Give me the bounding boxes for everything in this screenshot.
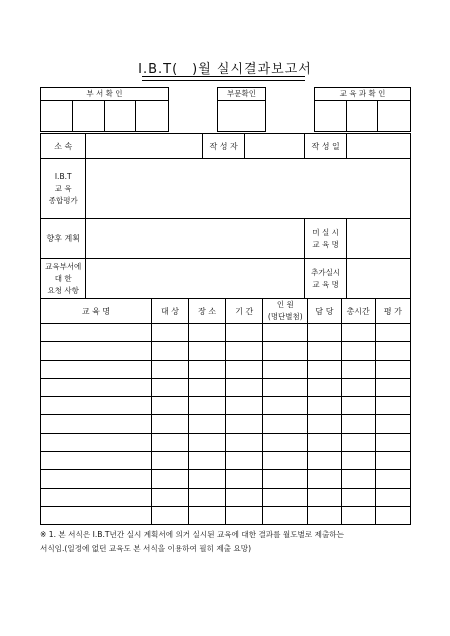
table-cell[interactable] [151, 360, 188, 378]
dept-approval-box [40, 87, 169, 132]
table-cell[interactable] [341, 488, 375, 506]
col-period: 기 간 [226, 299, 263, 324]
table-cell[interactable] [308, 488, 341, 506]
table-cell[interactable] [41, 360, 152, 378]
table-cell[interactable] [263, 488, 308, 506]
table-row [41, 360, 411, 378]
table-cell[interactable] [151, 378, 188, 396]
table-cell[interactable] [375, 397, 410, 415]
col-place: 장 소 [189, 299, 226, 324]
table-cell[interactable] [151, 470, 188, 488]
table-cell[interactable] [375, 415, 410, 433]
table-cell[interactable] [41, 378, 152, 396]
table-cell[interactable] [308, 360, 341, 378]
ibt-eval-value[interactable] [86, 159, 411, 219]
info-table [40, 133, 411, 299]
table-cell[interactable] [226, 452, 263, 470]
date-value[interactable] [347, 134, 411, 159]
affiliation-value[interactable] [86, 134, 203, 159]
table-cell[interactable] [151, 488, 188, 506]
table-cell[interactable] [189, 397, 226, 415]
table-cell[interactable] [263, 360, 308, 378]
table-cell[interactable] [341, 470, 375, 488]
col-eval: 평 가 [375, 299, 410, 324]
table-cell[interactable] [226, 360, 263, 378]
page-title: I.B.T( )월 실시결과보고서 [138, 62, 312, 77]
table-cell[interactable] [226, 488, 263, 506]
table-cell[interactable] [341, 433, 375, 451]
table-cell[interactable] [151, 342, 188, 360]
extra-line: 추가실시 [311, 267, 341, 277]
ibt-eval-label [41, 159, 86, 219]
table-cell[interactable] [308, 506, 341, 524]
table-cell[interactable] [308, 433, 341, 451]
table-cell[interactable] [226, 397, 263, 415]
table-cell[interactable] [375, 506, 410, 524]
col-target: 대 상 [151, 299, 188, 324]
table-cell[interactable] [41, 506, 152, 524]
table-cell[interactable] [263, 342, 308, 360]
dept-sign-cell[interactable] [72, 101, 104, 132]
col-hours: 총시간 [341, 299, 375, 324]
table-row [41, 470, 411, 488]
dept-sign-cell[interactable] [104, 101, 136, 132]
table-cell[interactable] [263, 397, 308, 415]
table-cell[interactable] [375, 360, 410, 378]
table-cell[interactable] [41, 342, 152, 360]
future-plan-label: 향후 계획 [41, 219, 86, 259]
col-people [263, 299, 308, 324]
table-cell[interactable] [41, 415, 152, 433]
not-done-value[interactable] [347, 219, 411, 259]
table-cell[interactable] [151, 415, 188, 433]
table-cell[interactable] [341, 324, 375, 342]
training-sign-cell[interactable] [378, 101, 411, 132]
table-cell[interactable] [151, 324, 188, 342]
training-sign-cell[interactable] [346, 101, 378, 132]
table-cell[interactable] [41, 470, 152, 488]
author-label: 작 성 자 [202, 134, 244, 159]
dept-confirm-label: 부 서 확 인 [41, 88, 169, 101]
table-cell[interactable] [375, 488, 410, 506]
not-done-line: 교 육 명 [312, 239, 339, 249]
table-cell[interactable] [189, 452, 226, 470]
table-cell[interactable] [341, 452, 375, 470]
table-cell[interactable] [308, 470, 341, 488]
table-row [41, 433, 411, 451]
table-row [41, 397, 411, 415]
training-sign-cell[interactable] [315, 101, 347, 132]
table-cell[interactable] [263, 470, 308, 488]
table-cell[interactable] [308, 452, 341, 470]
table-cell[interactable] [189, 342, 226, 360]
extra-value[interactable] [347, 259, 411, 299]
col-people-line: (명단별첨) [267, 312, 303, 321]
table-cell[interactable] [226, 342, 263, 360]
table-row [41, 488, 411, 506]
section-sign-cell[interactable] [218, 101, 266, 132]
table-cell[interactable] [308, 397, 341, 415]
ibt-eval-line: 종합평가 [48, 195, 78, 205]
table-cell[interactable] [263, 452, 308, 470]
table-cell[interactable] [308, 415, 341, 433]
author-value[interactable] [245, 134, 305, 159]
table-cell[interactable] [375, 452, 410, 470]
table-cell[interactable] [263, 506, 308, 524]
table-row [41, 378, 411, 396]
table-cell[interactable] [189, 415, 226, 433]
section-confirm-label: 부문확인 [218, 88, 266, 101]
not-done-label [304, 219, 346, 259]
table-cell[interactable] [263, 378, 308, 396]
table-cell[interactable] [41, 433, 152, 451]
request-line: 요청 사항 [47, 285, 79, 295]
table-cell[interactable] [226, 324, 263, 342]
table-cell[interactable] [226, 506, 263, 524]
footer-line: 서식임.(일정에 없던 교육도 본 서식을 이용하여 필히 제출 요망) [40, 544, 252, 553]
table-row [41, 452, 411, 470]
extra-line: 교 육 명 [312, 279, 339, 289]
table-cell[interactable] [189, 378, 226, 396]
table-cell[interactable] [41, 324, 152, 342]
table-cell[interactable] [341, 506, 375, 524]
request-value[interactable] [86, 259, 305, 299]
table-cell[interactable] [41, 452, 152, 470]
table-cell[interactable] [341, 342, 375, 360]
table-cell[interactable] [189, 324, 226, 342]
table-cell[interactable] [341, 360, 375, 378]
table-cell[interactable] [341, 415, 375, 433]
table-cell[interactable] [189, 470, 226, 488]
dept-sign-cell[interactable] [136, 101, 169, 132]
footer-line: ※ 1. 본 서식은 I.B.T년간 실시 계획서에 의거 실시된 교육에 대한 결과를 월도별로 제출하는 [40, 530, 344, 539]
table-cell[interactable] [189, 360, 226, 378]
section-approval-box [217, 87, 266, 132]
table-cell[interactable] [375, 378, 410, 396]
table-cell[interactable] [341, 378, 375, 396]
col-manager: 담 당 [308, 299, 341, 324]
table-cell[interactable] [151, 433, 188, 451]
extra-label [304, 259, 346, 299]
table-cell[interactable] [341, 397, 375, 415]
request-label [41, 259, 86, 299]
table-cell[interactable] [41, 397, 152, 415]
table-cell[interactable] [41, 488, 152, 506]
table-cell[interactable] [375, 470, 410, 488]
col-people-line: 인 원 [276, 300, 294, 309]
table-cell[interactable] [226, 470, 263, 488]
table-cell[interactable] [226, 433, 263, 451]
table-cell[interactable] [189, 488, 226, 506]
table-cell[interactable] [308, 324, 341, 342]
table-row [41, 506, 411, 524]
ibt-eval-line: 교 육 [54, 183, 72, 193]
future-plan-value[interactable] [86, 219, 305, 259]
table-row [41, 342, 411, 360]
table-cell[interactable] [375, 324, 410, 342]
table-cell[interactable] [226, 378, 263, 396]
training-approval-box [314, 87, 411, 132]
table-cell[interactable] [263, 415, 308, 433]
table-cell[interactable] [308, 378, 341, 396]
training-table-header [41, 299, 411, 324]
table-cell[interactable] [151, 506, 188, 524]
request-line: 교육부서에 [45, 261, 82, 271]
table-row [41, 415, 411, 433]
table-cell[interactable] [226, 415, 263, 433]
request-line: 대 한 [54, 273, 72, 283]
table-cell[interactable] [189, 506, 226, 524]
table-cell[interactable] [189, 433, 226, 451]
not-done-line: 미 실 시 [312, 227, 339, 237]
col-name: 교 육 명 [41, 299, 152, 324]
table-cell[interactable] [151, 452, 188, 470]
table-cell[interactable] [308, 342, 341, 360]
training-confirm-label: 교 육 과 확 인 [315, 88, 411, 101]
affiliation-label: 소 속 [41, 134, 86, 159]
table-cell[interactable] [263, 324, 308, 342]
table-cell[interactable] [375, 342, 410, 360]
table-row [41, 324, 411, 342]
ibt-eval-line: I.B.T [54, 171, 72, 181]
table-cell[interactable] [375, 433, 410, 451]
title-underline [142, 76, 305, 81]
dept-sign-cell[interactable] [41, 101, 73, 132]
table-cell[interactable] [151, 397, 188, 415]
footer-note [40, 528, 415, 556]
training-table [40, 298, 411, 525]
date-label: 작 성 일 [304, 134, 346, 159]
table-cell[interactable] [263, 433, 308, 451]
